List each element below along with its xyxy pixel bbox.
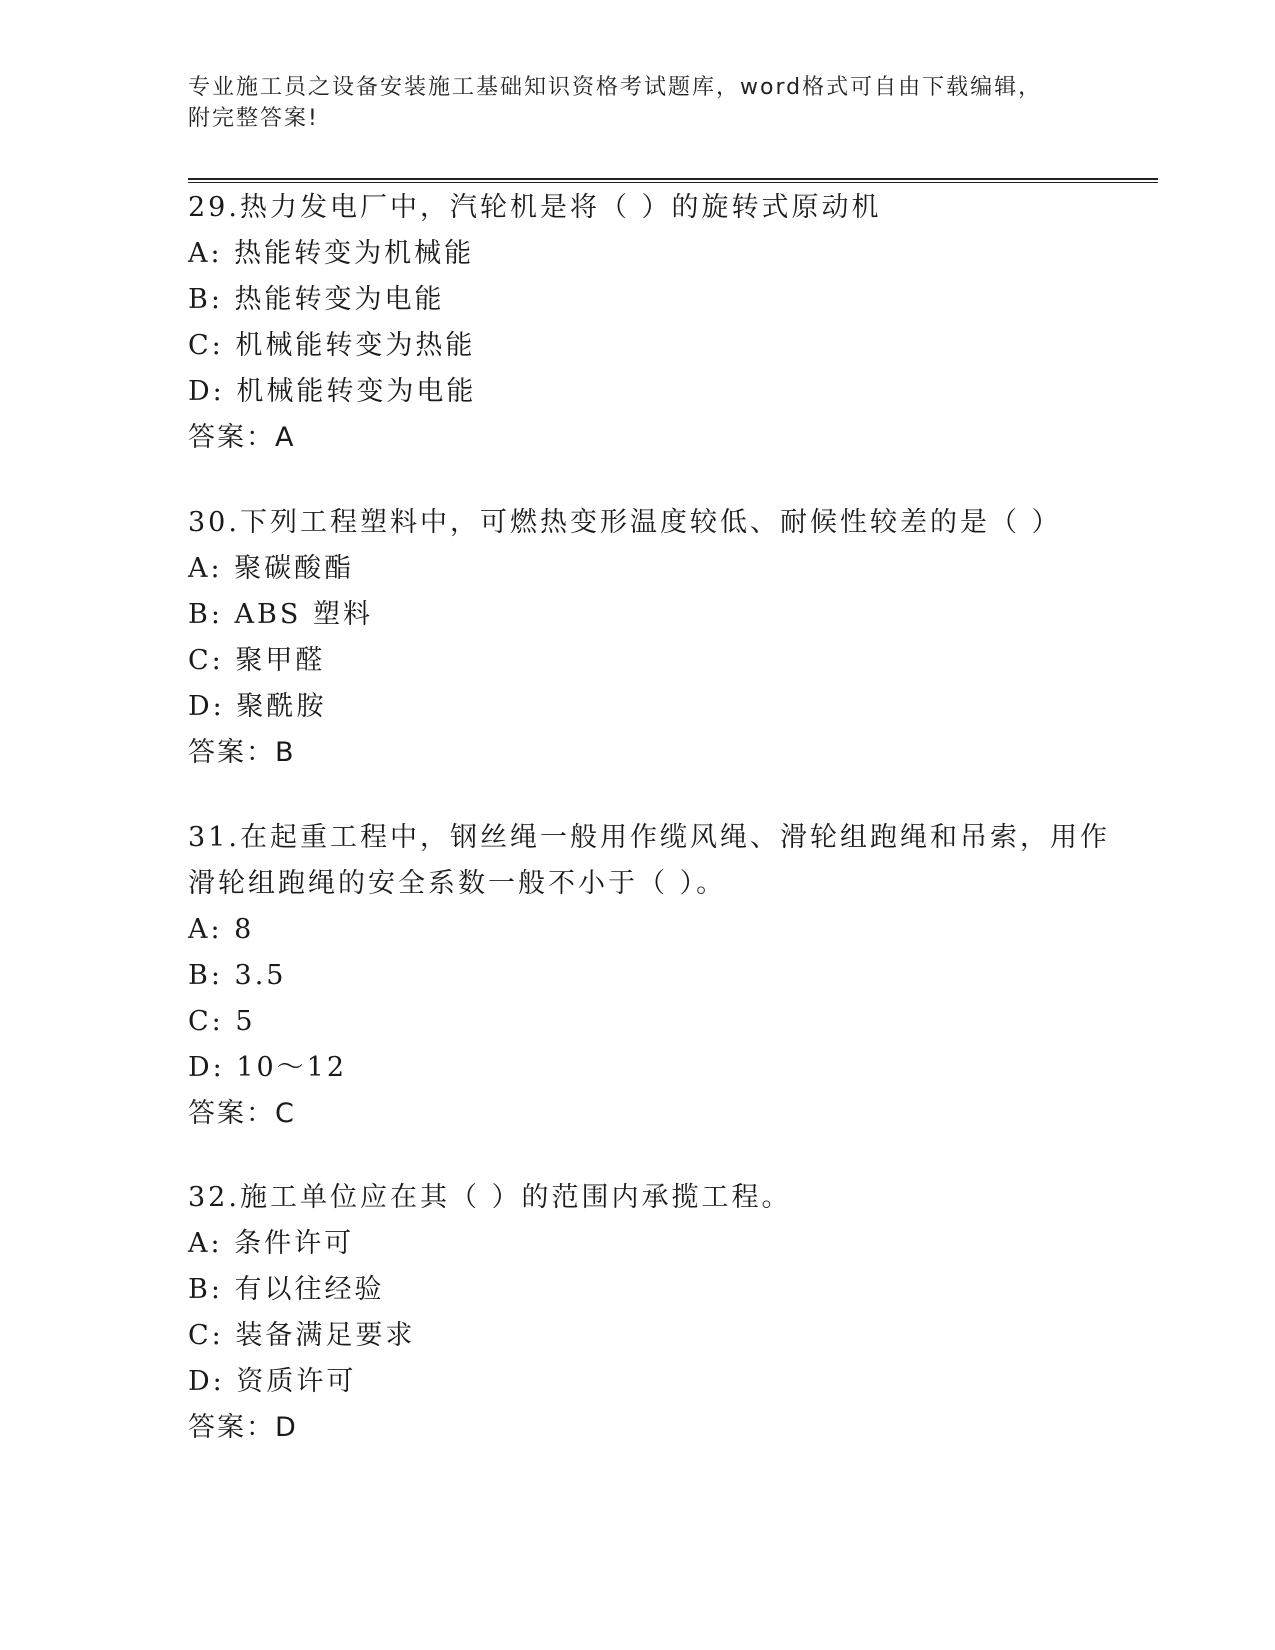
option-d: D: 10～12 xyxy=(188,1052,348,1083)
option-c: C: 装备满足要求 xyxy=(188,1320,416,1351)
option-a: A: 聚碳酸酯 xyxy=(188,553,355,584)
answer-line: 答案：B xyxy=(188,737,296,768)
question-stem: 30.下列工程塑料中，可燃热变形温度较低、耐候性较差的是（ ） xyxy=(188,507,1062,538)
option-c: C: 机械能转变为热能 xyxy=(188,330,476,361)
question-stem-line-2: 滑轮组跑绳的安全系数一般不小于（ ）。 xyxy=(188,868,727,899)
option-b: B: 有以往经验 xyxy=(188,1274,385,1305)
question-31 xyxy=(188,815,1110,1137)
option-d: D: 聚酰胺 xyxy=(188,691,327,722)
answer-line: 答案：A xyxy=(188,422,296,453)
option-c: C: 5 xyxy=(188,1006,256,1037)
answer-line: 答案：D xyxy=(188,1412,298,1443)
option-d: D: 机械能转变为电能 xyxy=(188,376,477,407)
option-d: D: 资质许可 xyxy=(188,1366,357,1397)
question-32 xyxy=(188,1175,1088,1451)
option-a: A: 8 xyxy=(188,914,255,945)
header-line-2: 附完整答案! xyxy=(188,106,319,131)
option-b: B: 3.5 xyxy=(188,960,287,991)
answer-line: 答案：C xyxy=(188,1098,296,1129)
document-header xyxy=(188,72,1088,134)
option-b: B: 热能转变为电能 xyxy=(188,284,445,315)
header-line-1: 专业施工员之设备安装施工基础知识资格考试题库，word格式可自由下载编辑， xyxy=(188,75,1043,100)
header-divider xyxy=(188,178,1158,183)
question-stem: 29.热力发电厂中，汽轮机是将（ ）的旋转式原动机 xyxy=(188,192,882,223)
question-stem: 32.施工单位应在其（ ）的范围内承揽工程。 xyxy=(188,1182,792,1213)
option-b: B: ABS 塑料 xyxy=(188,599,373,630)
option-a: A: 条件许可 xyxy=(188,1228,355,1259)
question-30 xyxy=(188,500,1088,776)
option-c: C: 聚甲醛 xyxy=(188,645,326,676)
option-a: A: 热能转变为机械能 xyxy=(188,238,475,269)
question-stem-line-1: 31.在起重工程中，钢丝绳一般用作缆风绳、滑轮组跑绳和吊索，用作 xyxy=(188,822,1110,853)
question-29 xyxy=(188,185,1088,461)
